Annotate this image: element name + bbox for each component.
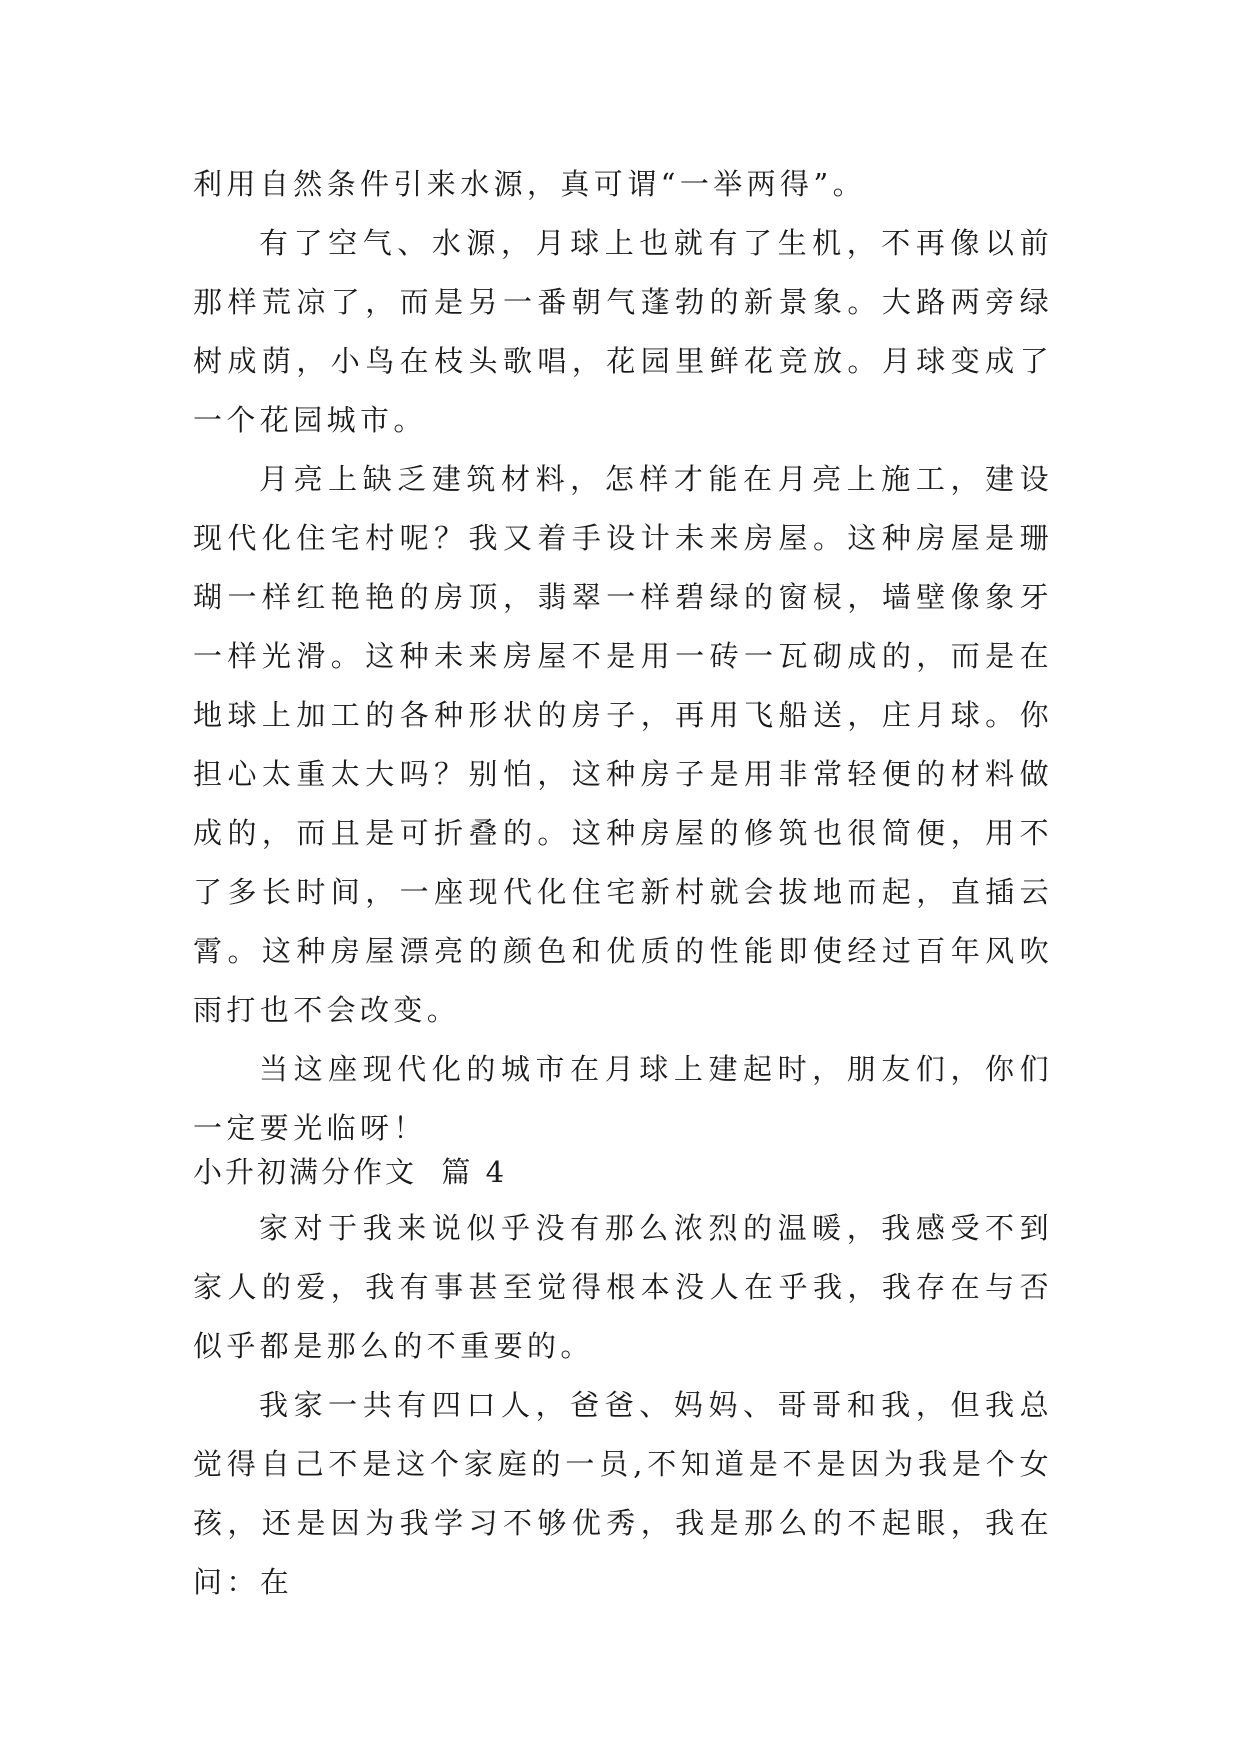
paragraph-family-members: 我家一共有四口人，爸爸、妈妈、哥哥和我，但我总觉得自己不是这个家庭的一员,不知道是不是因为我是个女孩，还是因为我学习不够优秀，我是那么的不起眼，我在问：在	[193, 1388, 1053, 1599]
section-heading: 小升初满分作文 篇 4	[193, 1155, 508, 1189]
paragraph-invitation: 当这座现代化的城市在月球上建起时，朋友们，你们一定要光临呀！	[193, 1052, 1053, 1145]
essay-body-upper	[193, 155, 1053, 1158]
paragraph-air-water: 有了空气、水源，月球上也就有了生机，不再像以前那样荒凉了，而是另一番朝气蓬勃的新景象。大路两旁绿树成荫，小鸟在枝头歌唱，花园里鲜花竞放。月球变成了一个花园城市。	[193, 226, 1053, 437]
paragraph-home-warmth: 家对于我来说似乎没有那么浓烈的温暖，我感受不到家人的爱，我有事甚至觉得根本没人在乎我，我存在与否似乎都是那么的不重要的。	[193, 1211, 1053, 1363]
paragraph-continuation: 利用自然条件引来水源，真可谓“一举两得”。	[193, 167, 867, 201]
paragraph-future-houses: 月亮上缺乏建筑材料，怎样才能在月亮上施工，建设现代化住宅村呢？我又着手设计未来房屋。这种房屋是珊瑚一样红艳艳的房顶，翡翠一样碧绿的窗棂，墙壁像象牙一样光滑。这种未来房屋不是用一砖一瓦砌成的，而是在地球上加工的各种形状的房子，再用飞船送，庄月球。你担心太重太大吗？别怕，这种房子是用非常轻便的材料做成的，而且是可折叠的。这种房屋的修筑也很简便，用不了多长时间，一座现代化住宅新村就会拔地而起，直插云霄。这种房屋漂亮的颜色和优质的性能即使经过百年风吹雨打也不会改变。	[193, 462, 1053, 1027]
essay-body-lower	[193, 1199, 1053, 1612]
